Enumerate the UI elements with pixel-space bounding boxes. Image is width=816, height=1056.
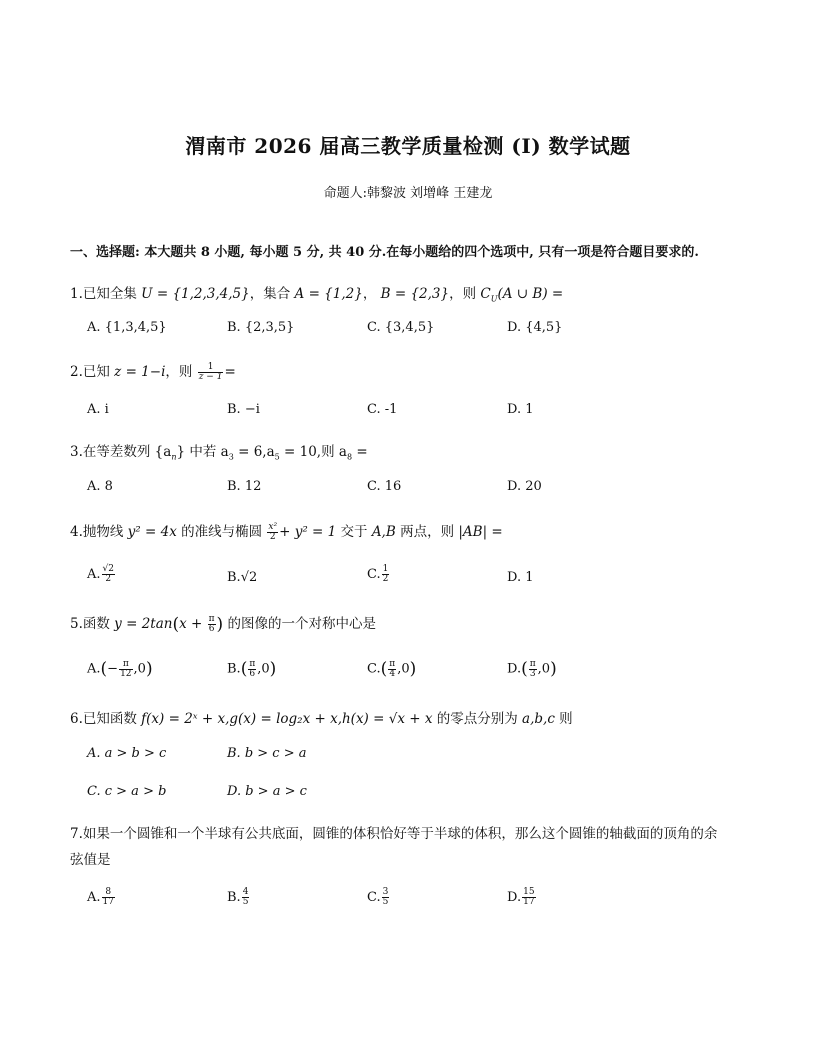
q5-option-num: π: [529, 658, 536, 669]
q7-option-num: 3: [382, 887, 389, 897]
q5-paren: ): [269, 659, 277, 679]
q3-option-b: B. 12: [227, 479, 262, 494]
q6-expr: a,b,c: [522, 711, 555, 727]
q5-option-c: C.( $\frac{\pi}{4}$ ,0): [367, 658, 417, 679]
q7-option-fraction: [102, 888, 115, 907]
q1-text: ，则: [449, 286, 481, 302]
q3-sub: n: [171, 452, 177, 462]
q5-option-den: 6: [249, 668, 256, 679]
q7-option-fraction: [522, 888, 535, 907]
question-3: [70, 440, 368, 462]
q7-option-label: B.: [227, 890, 241, 905]
q5-paren: (: [380, 659, 388, 679]
q5-paren: (: [521, 659, 528, 679]
q5-paren: (: [240, 659, 248, 679]
q5-option-num: π: [389, 658, 396, 669]
q2-option-a: A. i: [87, 402, 109, 417]
q6-expr: f(x) = 2ˣ + x,g(x) = log₂x + x,h(x) = √x + x: [141, 711, 433, 727]
q5-option-a: A.(− $\frac{\pi}{12}$ ,0): [87, 658, 153, 679]
q4-text: 交于: [336, 524, 372, 540]
question-4: [70, 520, 503, 542]
q1-text: ，集合: [249, 286, 295, 302]
q7-option-fraction: [382, 888, 390, 907]
q5-option-fraction: [388, 660, 396, 679]
question-1: [70, 282, 563, 304]
q5-option-fraction: [248, 660, 256, 679]
q4-expr: |AB| =: [458, 524, 503, 540]
q1-expr: C: [480, 286, 491, 302]
q5-option-label: A.: [87, 661, 101, 677]
q5-paren: (: [172, 614, 180, 635]
q7-option-num: 15: [523, 887, 535, 897]
q2-option-d: D. 1: [507, 402, 534, 417]
q1-option-c: C. {3,4,5}: [367, 320, 435, 335]
q5-option-b: B.( $\frac{\pi}{6}$ ,0): [227, 658, 277, 679]
q4-option-b-label: B.: [227, 570, 241, 585]
q1-option-a: A. {1,3,4,5}: [87, 320, 167, 335]
q4-expr: A,B: [371, 524, 396, 540]
q5-expr: y = 2tan: [114, 616, 173, 632]
q7-option-label: C.: [367, 890, 381, 905]
q7-option-c: [367, 888, 390, 907]
q5-paren: (: [100, 659, 108, 679]
q3-text: } 中若 a: [176, 444, 229, 460]
q6-option-a: A. a > b > c: [87, 746, 167, 761]
q5-option-num: π: [119, 660, 132, 670]
q5-fraction: [208, 615, 216, 634]
q3-sub: 8: [346, 452, 353, 462]
q7-option-label: D.: [507, 890, 522, 905]
q7-option-den: 17: [102, 897, 114, 907]
q2-text: ，则: [165, 364, 197, 380]
section-heading: 一、选择题: 本大题共 8 小题, 每小题 5 分, 共 40 分.在每小题给的四个选项中, 只有一项是符合题目要求的.: [70, 245, 699, 260]
q4-expr: y² = 4x: [127, 524, 177, 540]
q4-expr: + y² = 1: [279, 524, 337, 540]
q5-paren: ): [145, 659, 153, 679]
q7-option-a: [87, 888, 116, 907]
q5-option-label: B.: [227, 661, 241, 677]
q1-set-a: A = {1,2}: [294, 286, 363, 302]
q4-option-b: [227, 570, 257, 585]
q2-option-b: B. −i: [227, 402, 260, 417]
q5-option-d: D.( $\frac{\pi}{3}$ ,0): [507, 658, 557, 679]
q7-option-den: 5: [382, 897, 389, 907]
q5-option-fraction: [529, 660, 537, 679]
q4-option-c: [367, 565, 390, 584]
q4-option-a: [87, 565, 116, 584]
q4-den: 2: [269, 532, 276, 542]
q5-text: 5.函数: [70, 616, 115, 632]
q3-text: = 10,则 a: [279, 444, 347, 460]
q1-text: 1.已知全集: [70, 286, 142, 302]
author-line: 命题人:韩黎波 刘增峰 王建龙: [323, 186, 493, 201]
q6-option-c: C. c > a > b: [87, 784, 167, 799]
q7-option-fraction: [242, 888, 250, 907]
q5-option-label: D.: [507, 661, 522, 677]
q4-option-a-label: A.: [87, 567, 101, 582]
q1-set-u: U = {1,2,3,4,5}: [141, 286, 250, 302]
q3-sub: 3: [228, 452, 234, 462]
q4-option-c-num: 1: [382, 564, 389, 574]
q2-den: z − 1: [198, 372, 223, 382]
q4-option-d: D. 1: [507, 570, 534, 585]
q7-option-den: 17: [523, 897, 535, 907]
q1-set-b: B = {2,3}: [380, 286, 450, 302]
question-6: [70, 707, 573, 727]
q7-option-d: [507, 888, 537, 907]
q4-option-c-den: 2: [382, 574, 389, 584]
q3-text: =: [352, 444, 368, 460]
q4-text: 的准线与椭圆: [176, 524, 267, 540]
q5-den: 6: [208, 624, 215, 634]
q3-option-a: A. 8: [87, 479, 113, 494]
question-7-line-1: 7.如果一个圆锥和一个半球有公共底面，圆锥的体积恰好等于半球的体积，那么这个圆锥的轴截面的顶角的余: [70, 826, 718, 842]
question-7-line-2: 弦值是: [70, 852, 111, 868]
q6-option-d: D. b > a > c: [227, 784, 307, 799]
q5-num: π: [208, 614, 215, 624]
q5-expr: x +: [179, 616, 207, 632]
q6-text: 6.已知函数: [70, 711, 142, 727]
q4-option-c-label: C.: [367, 567, 381, 582]
question-2: [70, 360, 236, 382]
q2-tail: =: [224, 364, 236, 380]
q4-option-b-value: √2: [240, 570, 258, 585]
q2-text: 2.已知: [70, 364, 115, 380]
q4-fraction: [267, 523, 278, 542]
q4-num: x²: [268, 522, 278, 532]
q1-expr-sub: U: [490, 294, 498, 304]
q5-paren: ): [550, 659, 557, 679]
q3-option-c: C. 16: [367, 479, 402, 494]
q5-option-den: 12: [120, 668, 132, 679]
q5-paren: ): [216, 614, 224, 635]
q3-text: 3.在等差数列 {a: [70, 444, 172, 460]
q5-option-den: 4: [389, 668, 396, 679]
q7-option-num: 4: [242, 887, 249, 897]
q3-option-d: D. 20: [507, 479, 542, 494]
q5-option-label: C.: [367, 661, 381, 677]
q5-option-den: 3: [529, 668, 536, 679]
q3-sub: 5: [274, 452, 280, 462]
q1-expr-tail: (A ∪ B) =: [497, 286, 564, 302]
q5-option-num: π: [249, 658, 256, 669]
q5-option-fraction: [119, 660, 132, 679]
q4-option-a-den: 2: [105, 574, 112, 584]
q4-text: 两点，则: [395, 524, 459, 540]
q4-text: 4.抛物线: [70, 524, 128, 540]
q7-option-label: A.: [87, 890, 101, 905]
q2-z: z = 1−i: [114, 364, 166, 380]
q1-text: ，: [362, 286, 381, 302]
q7-option-b: [227, 888, 250, 907]
page-title: 渭南市 2026 届高三教学质量检测 (Ⅰ) 数学试题: [185, 134, 631, 158]
q2-fraction: [198, 363, 224, 382]
q1-option-b: B. {2,3,5}: [227, 320, 295, 335]
q4-option-c-fraction: [382, 565, 390, 584]
q4-option-a-fraction: [102, 565, 115, 584]
q1-option-d: D. {4,5}: [507, 320, 563, 335]
q4-option-a-num: √2: [102, 564, 114, 574]
q5-paren: ): [409, 659, 417, 679]
q6-text: 的零点分别为: [432, 711, 523, 727]
q2-num: 1: [198, 363, 224, 373]
q2-option-c: C. -1: [367, 402, 398, 417]
q6-option-b: B. b > c > a: [227, 746, 307, 761]
question-5: [70, 612, 376, 635]
q7-option-num: 8: [102, 888, 115, 898]
q3-text: = 6,a: [233, 444, 275, 460]
q6-text: 则: [554, 711, 573, 727]
q5-text: 的图像的一个对称中心是: [223, 616, 376, 632]
q7-option-den: 5: [242, 897, 249, 907]
